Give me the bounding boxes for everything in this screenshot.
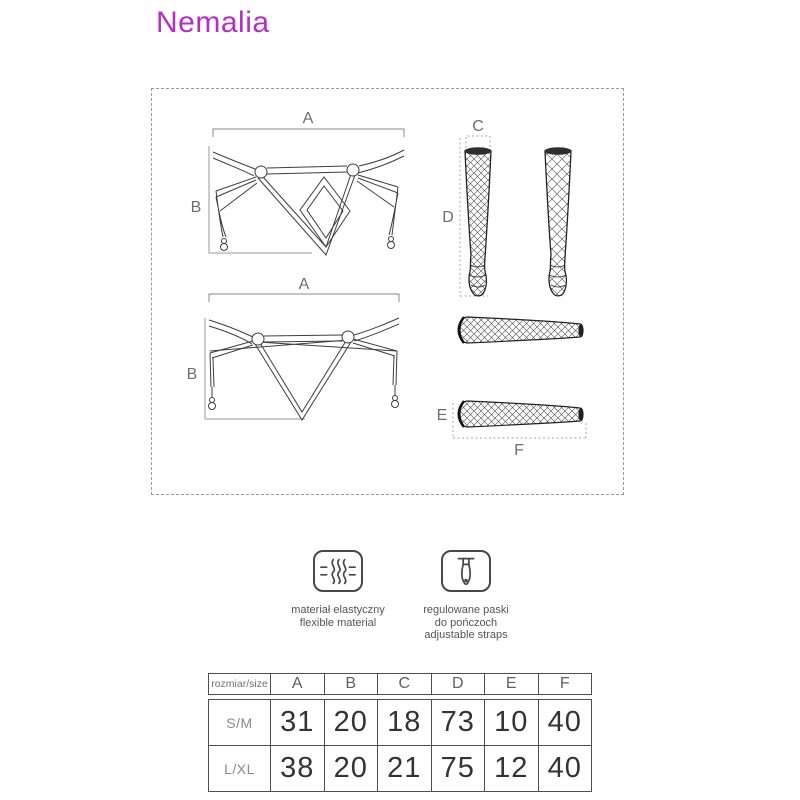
caption-line: regulowane paski: [423, 604, 509, 616]
size-table-header: [208, 673, 592, 695]
cell-lxl-d: 75: [431, 746, 485, 792]
feature-caption: [392, 604, 540, 642]
cell-sm-f: 40: [538, 700, 592, 746]
cell-lxl-a: 38: [271, 746, 325, 792]
front-dimension-b: [209, 146, 312, 253]
feature-caption: [268, 604, 408, 629]
cell-sm-c: 18: [378, 700, 432, 746]
back-dim-a-label: A: [298, 276, 310, 293]
back-dimension-a: [209, 294, 399, 302]
row-label-lxl: L/XL: [209, 746, 271, 792]
header-cell-a: A: [271, 674, 325, 695]
caption-line: do pończoch: [434, 616, 498, 629]
product-title: Nemalia: [156, 6, 270, 39]
header-cell-c: C: [378, 674, 432, 695]
stockings-diagram: [442, 118, 571, 296]
stocking-right: [545, 147, 572, 296]
header-cell-f: F: [538, 674, 592, 695]
stocking-left: [465, 147, 492, 296]
row-label-sm: S/M: [209, 700, 271, 746]
back-dimension-b: [205, 318, 305, 419]
garter-strap-icon: [441, 550, 491, 592]
stocking-band-ef-diagram: [437, 401, 586, 459]
header-cell-b: B: [324, 674, 378, 695]
elastic-material-icon: [313, 550, 363, 592]
front-dimension-a: [213, 129, 404, 137]
cell-sm-e: 10: [485, 700, 539, 746]
band-dim-f-label: F: [514, 442, 524, 459]
stocking-band-diagram: [459, 317, 584, 343]
table-row-sm: [209, 700, 592, 746]
feature-adjustable-straps: [392, 550, 540, 642]
cell-lxl-f: 40: [538, 746, 592, 792]
front-dim-a-label: A: [302, 110, 314, 127]
stocking-dim-d-label: D: [442, 209, 454, 226]
cell-lxl-e: 12: [485, 746, 539, 792]
front-dim-b-label: B: [190, 199, 202, 216]
size-table-body: [208, 699, 592, 792]
back-dim-b-label: B: [186, 366, 198, 383]
cell-sm-a: 31: [271, 700, 325, 746]
table-row-lxl: [209, 746, 592, 792]
band-dim-e-label: E: [436, 407, 448, 424]
feature-elastic-material: [268, 550, 408, 629]
cell-lxl-c: 21: [378, 746, 432, 792]
header-cell-size: rozmiar/size: [209, 674, 271, 695]
cell-sm-b: 20: [324, 700, 378, 746]
caption-line: materiał elastyczny: [291, 604, 385, 616]
diagram-panel: [151, 88, 624, 495]
front-garter-diagram: [191, 110, 404, 255]
cell-sm-d: 73: [431, 700, 485, 746]
stocking-dim-c-label: C: [472, 118, 484, 135]
table-header-row: [209, 674, 592, 695]
header-cell-d: D: [431, 674, 485, 695]
caption-line: adjustable straps: [424, 629, 508, 641]
caption-line: flexible material: [299, 616, 377, 629]
header-cell-e: E: [485, 674, 539, 695]
back-garter-diagram: [187, 276, 399, 420]
cell-lxl-b: 20: [324, 746, 378, 792]
size-diagram-svg: [152, 89, 623, 494]
